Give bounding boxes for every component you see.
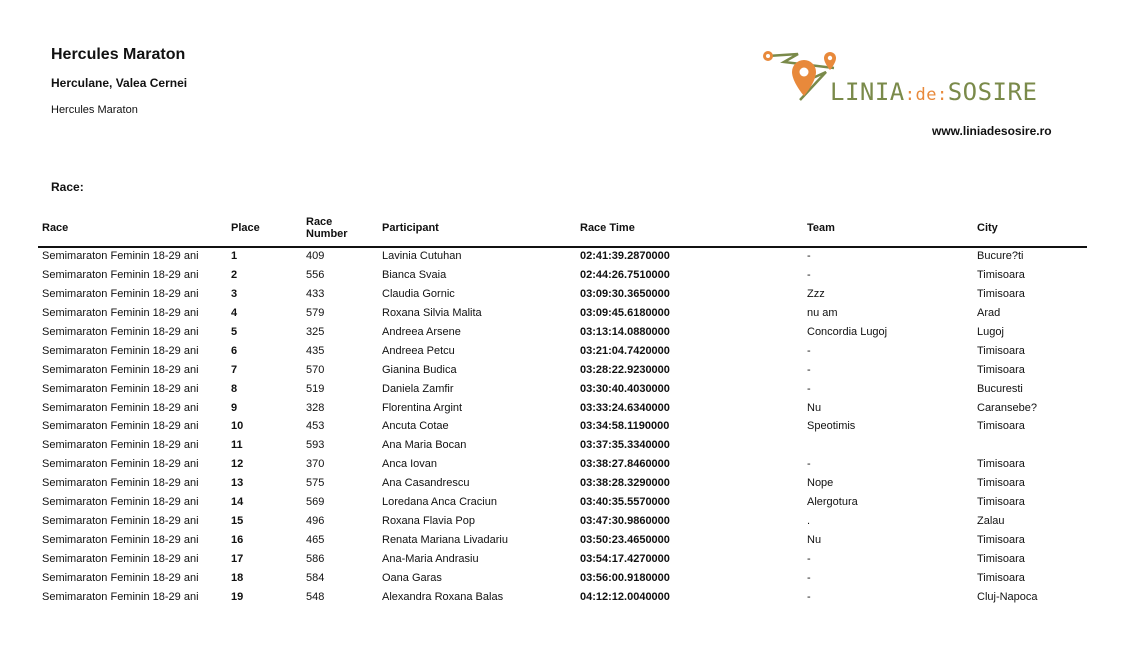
cell-participant: Claudia Gornic (382, 287, 455, 300)
cell-place: 6 (231, 344, 238, 357)
cell-city: Timisoara (977, 363, 1025, 376)
cell-city: Bucuresti (977, 382, 1023, 395)
cell-race: Semimaraton Feminin 18-29 ani (42, 420, 199, 433)
cell-race-number: 584 (306, 571, 325, 584)
cell-city: Cluj-Napoca (977, 590, 1038, 603)
cell-city: Timisoara (977, 344, 1025, 357)
cell-race-time: 02:44:26.7510000 (580, 268, 670, 281)
table-row (38, 361, 1087, 380)
cell-race: Semimaraton Feminin 18-29 ani (42, 306, 199, 319)
cell-race-time: 03:34:58.1190000 (580, 420, 670, 433)
cell-race-time: 04:12:12.0040000 (580, 590, 670, 603)
logo-text-sosire: SOSIRE (947, 78, 1038, 106)
cell-team: Alergotura (807, 496, 858, 509)
cell-place: 8 (231, 382, 238, 395)
cell-race: Semimaraton Feminin 18-29 ani (42, 439, 199, 452)
cell-race-number: 465 (306, 534, 325, 547)
cell-team: - (807, 268, 811, 281)
cell-team: - (807, 382, 811, 395)
cell-city: Timisoara (977, 458, 1025, 471)
cell-race-time: 03:54:17.4270000 (580, 553, 670, 565)
cell-race-time: 03:13:14.0880000 (580, 325, 670, 338)
table-header (38, 210, 1087, 248)
cell-race-time: 03:21:04.7420000 (580, 344, 670, 357)
cell-race-number: 586 (306, 553, 325, 565)
cell-city: Timisoara (977, 420, 1025, 433)
cell-race-number: 569 (306, 496, 325, 509)
cell-city: Caransebe? (977, 401, 1037, 414)
cell-race: Semimaraton Feminin 18-29 ani (42, 515, 199, 528)
cell-participant: Loredana Anca Craciun (382, 496, 497, 509)
event-location: Herculane, Valea Cernei (51, 76, 188, 90)
table-row (38, 512, 1087, 531)
table-row (38, 417, 1087, 436)
cell-race-number: 328 (306, 401, 325, 414)
cell-team: Zzz (807, 287, 825, 300)
cell-participant: Bianca Svaia (382, 268, 447, 281)
cell-place: 17 (231, 553, 244, 565)
cell-city: Bucure?ti (977, 250, 1024, 262)
cell-team: nu am (807, 306, 838, 319)
event-subtitle: Hercules Maraton (51, 104, 138, 116)
table-row (38, 588, 1087, 607)
cell-participant: Gianina Budica (382, 363, 457, 376)
cell-team: Speotimis (807, 420, 856, 433)
cell-participant: Ana-Maria Andrasiu (382, 553, 479, 565)
cell-race-time: 03:50:23.4650000 (580, 534, 670, 547)
map-pin-route-icon (760, 48, 840, 112)
cell-city: Timisoara (977, 287, 1025, 300)
table-row (38, 493, 1087, 512)
table-row (38, 569, 1087, 588)
cell-place: 16 (231, 534, 244, 547)
linia-de-sosire-logo (760, 48, 1070, 112)
column-header-city: City (977, 222, 998, 234)
cell-participant: Alexandra Roxana Balas (382, 590, 504, 603)
cell-race: Semimaraton Feminin 18-29 ani (42, 287, 199, 300)
table-row (38, 342, 1087, 361)
cell-team: - (807, 571, 811, 584)
table-row (38, 550, 1087, 569)
cell-city: Timisoara (977, 553, 1025, 565)
cell-race-time: 03:40:35.5570000 (580, 496, 670, 509)
cell-race-time: 02:41:39.2870000 (580, 250, 670, 262)
cell-race-time: 03:09:45.6180000 (580, 306, 670, 319)
cell-team: - (807, 590, 811, 603)
cell-race: Semimaraton Feminin 18-29 ani (42, 250, 199, 262)
cell-participant: Oana Garas (382, 571, 442, 584)
table-row (38, 531, 1087, 550)
cell-race-time: 03:33:24.6340000 (580, 401, 670, 414)
cell-team: - (807, 363, 811, 376)
cell-race-number: 433 (306, 287, 325, 300)
cell-participant: Ana Maria Bocan (382, 439, 467, 452)
cell-place: 15 (231, 515, 244, 528)
table-row (38, 399, 1087, 418)
cell-race-number: 519 (306, 382, 325, 395)
logo-text-de: :de: (904, 85, 948, 105)
results-table-body (38, 247, 1087, 607)
cell-team: - (807, 344, 811, 357)
cell-city: Lugoj (977, 325, 1004, 338)
cell-city: Timisoara (977, 477, 1025, 490)
column-header-participant: Participant (382, 222, 439, 234)
cell-place: 3 (231, 287, 238, 300)
cell-race: Semimaraton Feminin 18-29 ani (42, 363, 199, 376)
cell-place: 7 (231, 363, 238, 376)
cell-place: 1 (231, 250, 238, 262)
column-header-team: Team (807, 222, 835, 234)
cell-race: Semimaraton Feminin 18-29 ani (42, 571, 199, 584)
cell-race: Semimaraton Feminin 18-29 ani (42, 325, 199, 338)
cell-place: 14 (231, 496, 244, 509)
cell-team: - (807, 458, 811, 471)
cell-race-time: 03:09:30.3650000 (580, 287, 670, 300)
cell-race-number: 593 (306, 439, 325, 452)
cell-race: Semimaraton Feminin 18-29 ani (42, 534, 199, 547)
column-header-race-time: Race Time (580, 222, 635, 234)
cell-race-time: 03:38:27.8460000 (580, 458, 670, 471)
cell-place: 4 (231, 306, 238, 319)
cell-place: 10 (231, 420, 244, 433)
cell-race: Semimaraton Feminin 18-29 ani (42, 268, 199, 281)
cell-city: Zalau (977, 515, 1005, 528)
logo-text-linia: LINIA (830, 78, 905, 106)
cell-race-number: 496 (306, 515, 325, 528)
race-label: Race: (51, 180, 84, 194)
column-header-place: Place (231, 222, 260, 234)
cell-place: 11 (231, 439, 243, 452)
cell-race-time: 03:38:28.3290000 (580, 477, 670, 490)
cell-race-time: 03:28:22.9230000 (580, 363, 670, 376)
cell-team: Concordia Lugoj (807, 325, 888, 338)
cell-participant: Daniela Zamfir (382, 382, 454, 395)
table-row (38, 474, 1087, 493)
cell-city: Timisoara (977, 496, 1025, 509)
table-row (38, 266, 1087, 285)
table-row (38, 285, 1087, 304)
cell-race-number: 325 (306, 325, 325, 338)
cell-race-time: 03:56:00.9180000 (580, 571, 670, 584)
table-row (38, 455, 1087, 474)
cell-participant: Renata Mariana Livadariu (382, 534, 508, 547)
table-row (38, 247, 1087, 266)
cell-race: Semimaraton Feminin 18-29 ani (42, 553, 199, 565)
cell-city: Timisoara (977, 571, 1025, 584)
column-header-race-number: Race Number (306, 216, 348, 240)
cell-participant: Anca Iovan (382, 458, 438, 471)
cell-team: - (807, 250, 811, 262)
cell-race-number: 570 (306, 363, 325, 376)
cell-place: 13 (231, 477, 244, 490)
logo-wordmark (830, 78, 1037, 106)
table-row (38, 323, 1087, 342)
cell-race-number: 370 (306, 458, 325, 471)
cell-place: 19 (231, 590, 244, 603)
cell-race-time: 03:30:40.4030000 (580, 382, 670, 395)
cell-race: Semimaraton Feminin 18-29 ani (42, 477, 199, 490)
table-row (38, 436, 1087, 455)
cell-race-number: 435 (306, 344, 325, 357)
cell-team: - (807, 553, 811, 565)
cell-race: Semimaraton Feminin 18-29 ani (42, 382, 199, 395)
cell-participant: Roxana Flavia Pop (382, 515, 475, 528)
cell-city: Timisoara (977, 534, 1025, 547)
cell-race: Semimaraton Feminin 18-29 ani (42, 458, 199, 471)
website-url: www.liniadesosire.ro (932, 124, 1052, 138)
cell-place: 5 (231, 325, 238, 338)
cell-race-number: 453 (306, 420, 325, 433)
cell-city: Timisoara (977, 268, 1025, 281)
cell-participant: Lavinia Cutuhan (382, 250, 462, 262)
cell-team: Nu (807, 534, 822, 547)
cell-team: . (807, 515, 811, 528)
cell-race-number: 556 (306, 268, 325, 281)
table-row (38, 304, 1087, 323)
cell-race-number: 409 (306, 250, 325, 262)
event-title: Hercules Maraton (51, 46, 186, 63)
cell-team: Nope (807, 477, 834, 490)
cell-place: 18 (231, 571, 244, 584)
column-header-race: Race (42, 222, 69, 234)
cell-race: Semimaraton Feminin 18-29 ani (42, 344, 199, 357)
cell-place: 2 (231, 268, 238, 281)
cell-race-number: 579 (306, 306, 325, 319)
cell-place: 9 (231, 401, 238, 414)
cell-participant: Roxana Silvia Malita (382, 306, 482, 319)
cell-participant: Andreea Arsene (382, 325, 461, 338)
cell-race: Semimaraton Feminin 18-29 ani (42, 590, 199, 603)
cell-participant: Florentina Argint (382, 401, 463, 414)
cell-race-time: 03:47:30.9860000 (580, 515, 670, 528)
cell-race-time: 03:37:35.3340000 (580, 439, 670, 452)
cell-race: Semimaraton Feminin 18-29 ani (42, 496, 199, 509)
cell-participant: Ancuta Cotae (382, 420, 449, 433)
cell-participant: Andreea Petcu (382, 344, 455, 357)
cell-place: 12 (231, 458, 244, 471)
cell-team: Nu (807, 401, 822, 414)
cell-participant: Ana Casandrescu (382, 477, 470, 490)
cell-race-number: 575 (306, 477, 325, 490)
table-row (38, 380, 1087, 399)
cell-race: Semimaraton Feminin 18-29 ani (42, 401, 199, 414)
cell-city: Arad (977, 306, 1001, 319)
cell-race-number: 548 (306, 590, 325, 603)
